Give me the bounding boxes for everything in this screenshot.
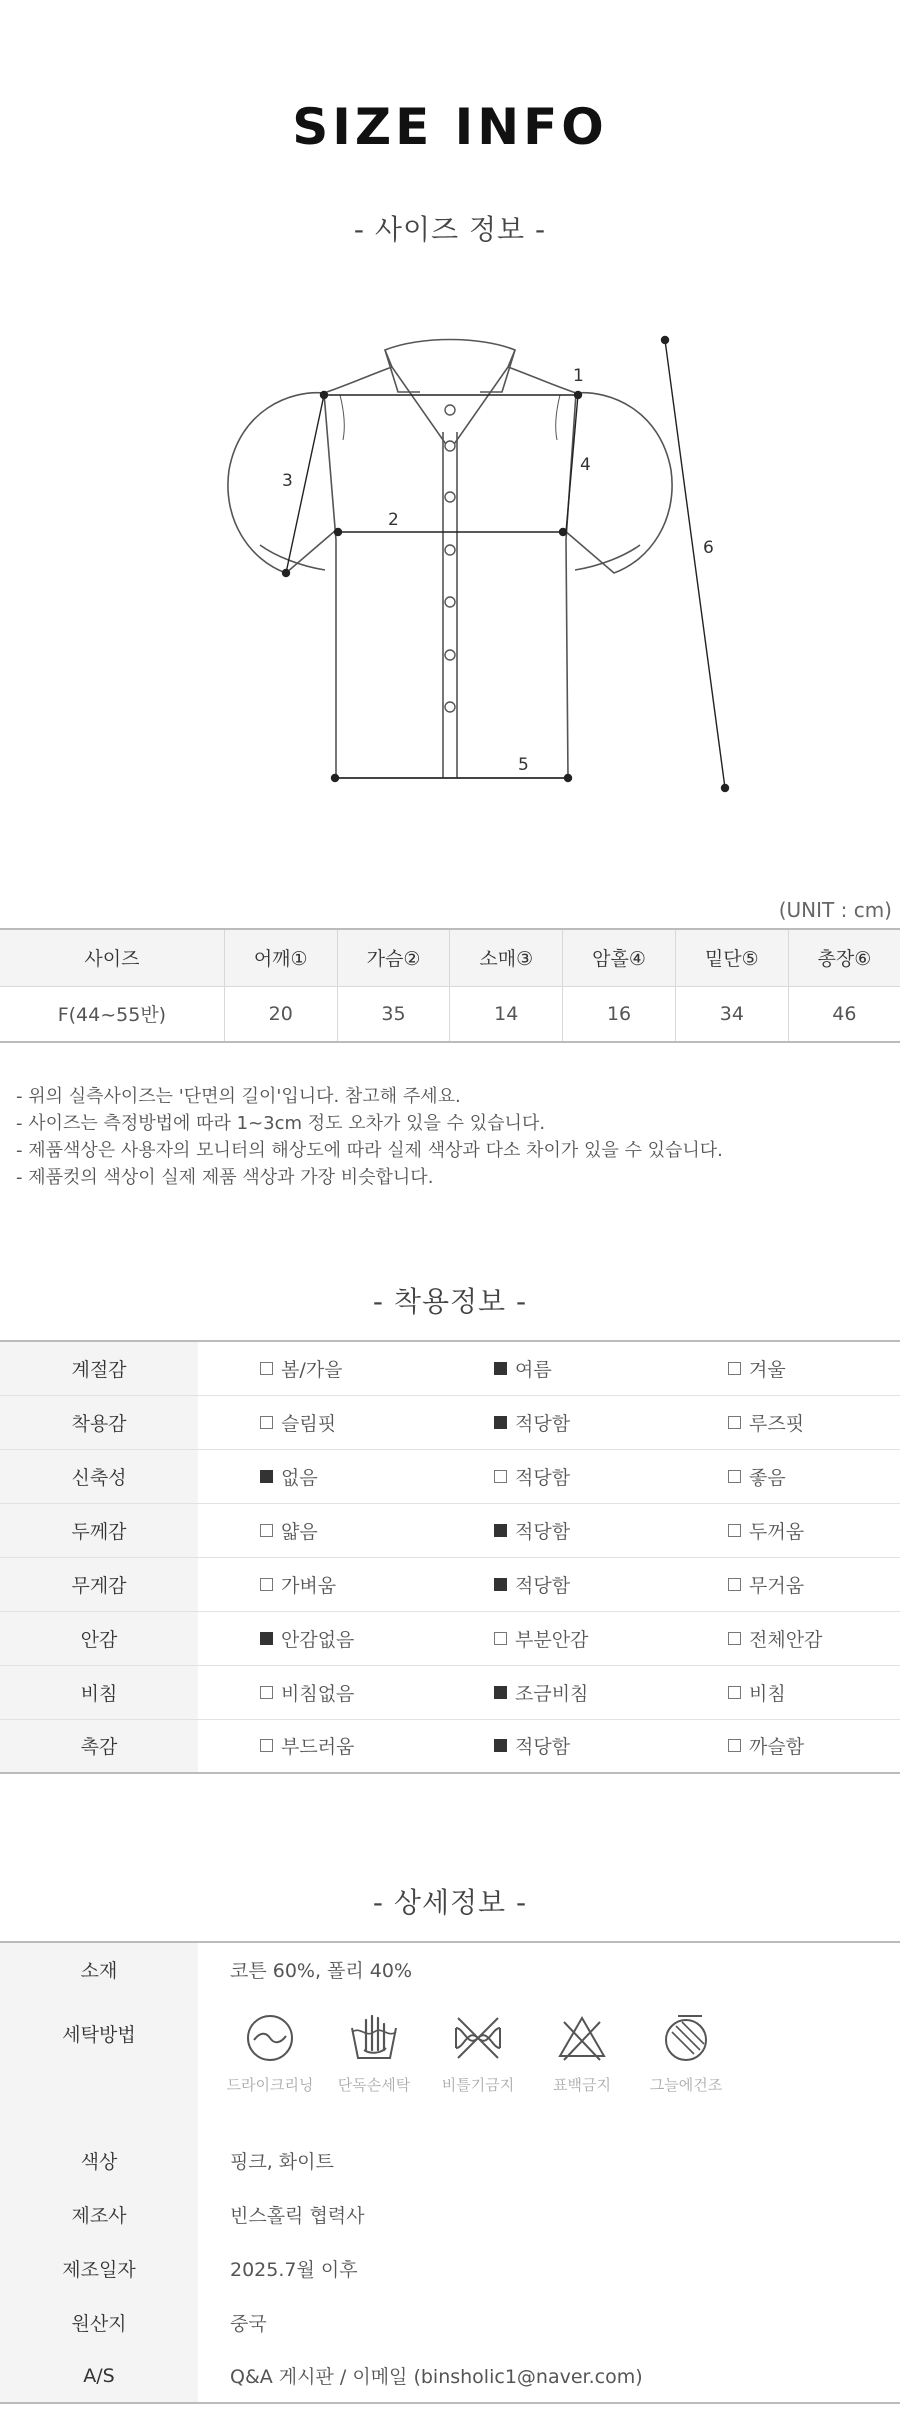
fit-row <box>0 1719 900 1773</box>
fit-option-label: 적당함 <box>515 1574 571 1597</box>
no-wring-icon <box>450 2010 506 2066</box>
detail-label: 제조사 <box>0 2187 198 2241</box>
fit-label: 계절감 <box>0 1341 198 1395</box>
diagram-label-3: 3 <box>282 471 293 491</box>
wash-item-hand-wash <box>322 2010 426 2095</box>
unchecked-box-icon <box>728 1578 741 1591</box>
detail-label: 색상 <box>0 2133 198 2187</box>
page-title: SIZE INFO <box>292 98 608 156</box>
fit-option <box>666 1341 900 1395</box>
checked-box-icon <box>494 1686 507 1699</box>
detail-info-table <box>0 1941 900 2404</box>
fit-option-label: 무거움 <box>749 1574 805 1597</box>
fit-option <box>198 1665 432 1719</box>
fit-option-label: 비침없음 <box>281 1682 355 1705</box>
fit-option <box>666 1395 900 1449</box>
detail-row-washing <box>0 1996 900 2133</box>
fit-option-label: 없음 <box>281 1466 318 1489</box>
wash-label: 드라이크리닝 <box>226 2076 314 2094</box>
unchecked-box-icon <box>260 1524 273 1537</box>
fit-option-label: 비침 <box>749 1682 786 1705</box>
fit-option <box>198 1719 432 1773</box>
fit-option-label: 적당함 <box>515 1520 571 1543</box>
fit-option-label: 여름 <box>515 1358 552 1381</box>
fit-option-label: 가벼움 <box>281 1574 337 1597</box>
fit-option <box>432 1719 666 1773</box>
size-notes <box>16 1083 723 1191</box>
fit-option <box>198 1557 432 1611</box>
fit-row <box>0 1341 900 1395</box>
fit-option <box>198 1611 432 1665</box>
fit-option <box>198 1449 432 1503</box>
fit-label: 무게감 <box>0 1557 198 1611</box>
detail-value: 2025.7월 이후 <box>230 2258 358 2281</box>
fit-option-label: 적당함 <box>515 1466 571 1489</box>
diagram-label-5: 5 <box>518 755 529 775</box>
fit-option-label: 적당함 <box>515 1736 571 1759</box>
fit-option <box>432 1611 666 1665</box>
fit-row <box>0 1665 900 1719</box>
fit-option-label: 부분안감 <box>515 1628 589 1651</box>
checked-box-icon <box>494 1362 507 1375</box>
fit-option <box>666 1503 900 1557</box>
fit-label: 신축성 <box>0 1449 198 1503</box>
checked-box-icon <box>494 1739 507 1752</box>
detail-row-material <box>0 1942 900 1996</box>
detail-label: 제조일자 <box>0 2241 198 2295</box>
fit-option-label: 겨울 <box>749 1358 786 1381</box>
column-header: 암홀④ <box>563 929 676 986</box>
fit-option <box>666 1719 900 1773</box>
column-header: 가슴② <box>337 929 450 986</box>
fit-option <box>432 1395 666 1449</box>
unchecked-box-icon <box>260 1739 273 1752</box>
dry-clean-icon <box>242 2010 298 2066</box>
column-header: 어깨① <box>224 929 337 986</box>
diagram-label-1: 1 <box>573 366 584 386</box>
fit-option-label: 슬림핏 <box>281 1412 337 1435</box>
size-table-header <box>0 929 900 986</box>
fit-info-table <box>0 1340 900 1774</box>
unit-label: (UNIT : cm) <box>778 898 892 922</box>
detail-row-date <box>0 2241 900 2295</box>
wash-item-shade-dry <box>634 2010 738 2095</box>
wash-label: 단독손세탁 <box>337 2076 411 2094</box>
fit-option <box>198 1503 432 1557</box>
note-line: - 사이즈는 측정방법에 따라 1~3cm 정도 오차가 있을 수 있습니다. <box>16 1113 546 1134</box>
table-cell: 35 <box>337 986 450 1042</box>
fit-option-label: 부드러움 <box>281 1736 355 1759</box>
detail-row-manufacturer <box>0 2187 900 2241</box>
fit-label: 비침 <box>0 1665 198 1719</box>
note-line: - 위의 실측사이즈는 '단면의 길이'입니다. 참고해 주세요. <box>16 1086 461 1107</box>
checked-box-icon <box>494 1578 507 1591</box>
unchecked-box-icon <box>728 1416 741 1429</box>
note-line: - 제품컷의 색상이 실제 제품 색상과 가장 비슷합니다. <box>16 1167 434 1188</box>
column-header: 사이즈 <box>0 929 224 986</box>
wash-item-dry-clean <box>218 2010 322 2095</box>
fit-option <box>432 1557 666 1611</box>
column-header: 총장⑥ <box>788 929 900 986</box>
fit-option <box>666 1665 900 1719</box>
unchecked-box-icon <box>494 1470 507 1483</box>
fit-label: 안감 <box>0 1611 198 1665</box>
detail-section-title: - 상세정보 - <box>372 1886 528 1919</box>
fit-option-label: 두꺼움 <box>749 1520 805 1543</box>
unchecked-box-icon <box>728 1686 741 1699</box>
size-section-title: - 사이즈 정보 - <box>353 213 547 246</box>
detail-row-color <box>0 2133 900 2187</box>
detail-value: Q&A 게시판 / 이메일 (binsholic1@naver.com) <box>230 2366 643 2388</box>
fit-option <box>432 1449 666 1503</box>
fit-option-label: 루즈핏 <box>749 1412 805 1435</box>
fit-option-label: 좋음 <box>749 1466 786 1489</box>
unchecked-box-icon <box>260 1362 273 1375</box>
table-cell: F(44~55반) <box>0 986 224 1042</box>
unchecked-box-icon <box>494 1632 507 1645</box>
detail-label: A/S <box>0 2349 198 2403</box>
size-table <box>0 928 900 1043</box>
fit-option-label: 적당함 <box>515 1412 571 1435</box>
wash-label: 표백금지 <box>553 2076 611 2094</box>
checked-box-icon <box>494 1416 507 1429</box>
fit-option <box>432 1503 666 1557</box>
fit-option-label: 조금비침 <box>515 1682 589 1705</box>
column-header: 소매③ <box>450 929 563 986</box>
checked-box-icon <box>494 1524 507 1537</box>
detail-row-origin <box>0 2295 900 2349</box>
detail-label: 소재 <box>0 1942 198 1996</box>
table-cell: 20 <box>224 986 337 1042</box>
diagram-label-2: 2 <box>388 510 399 530</box>
fit-option <box>666 1449 900 1503</box>
detail-value: 핑크, 화이트 <box>230 2150 334 2173</box>
unchecked-box-icon <box>728 1470 741 1483</box>
column-header: 밑단⑤ <box>675 929 788 986</box>
table-cell: 34 <box>675 986 788 1042</box>
fit-option <box>432 1665 666 1719</box>
fit-option-label: 안감없음 <box>281 1628 355 1651</box>
table-cell: 14 <box>450 986 563 1042</box>
checked-box-icon <box>260 1632 273 1645</box>
fit-option <box>666 1611 900 1665</box>
table-cell: 46 <box>788 986 900 1042</box>
table-row <box>0 986 900 1042</box>
fit-option-label: 봄/가을 <box>281 1358 343 1381</box>
fit-section-title: - 착용정보 - <box>372 1285 528 1318</box>
unchecked-box-icon <box>728 1362 741 1375</box>
unchecked-box-icon <box>728 1632 741 1645</box>
fit-option <box>432 1341 666 1395</box>
unchecked-box-icon <box>260 1686 273 1699</box>
fit-option-label: 전체안감 <box>749 1628 823 1651</box>
hand-wash-icon <box>346 2010 402 2066</box>
fit-row <box>0 1449 900 1503</box>
fit-option <box>198 1341 432 1395</box>
garment-diagram <box>200 320 760 810</box>
fit-option <box>198 1395 432 1449</box>
fit-row <box>0 1503 900 1557</box>
detail-value: 빈스홀릭 협력사 <box>230 2204 365 2227</box>
detail-value: 중국 <box>230 2312 267 2335</box>
wash-label: 비틀기금지 <box>441 2076 515 2094</box>
fit-label: 착용감 <box>0 1395 198 1449</box>
diagram-label-4: 4 <box>580 455 591 475</box>
diagram-label-6: 6 <box>703 538 714 558</box>
unchecked-box-icon <box>260 1416 273 1429</box>
shade-dry-icon <box>658 2010 714 2066</box>
checked-box-icon <box>260 1470 273 1483</box>
unchecked-box-icon <box>728 1739 741 1752</box>
fit-option-label: 얇음 <box>281 1520 318 1543</box>
detail-value: 코튼 60%, 폴리 40% <box>230 1960 413 1982</box>
detail-label: 세탁방법 <box>0 1996 198 2133</box>
fit-option <box>666 1557 900 1611</box>
fit-row <box>0 1557 900 1611</box>
fit-row <box>0 1395 900 1449</box>
note-line: - 제품색상은 사용자의 모니터의 해상도에 따라 실제 색상과 다소 차이가 있을 수 있습니다. <box>16 1140 723 1161</box>
wash-label: 그늘에건조 <box>649 2076 723 2094</box>
detail-label: 원산지 <box>0 2295 198 2349</box>
no-bleach-icon <box>554 2010 610 2066</box>
fit-option-label: 까슬함 <box>749 1736 805 1759</box>
table-cell: 16 <box>563 986 676 1042</box>
detail-row-as <box>0 2349 900 2403</box>
fit-row <box>0 1611 900 1665</box>
fit-label: 두께감 <box>0 1503 198 1557</box>
unchecked-box-icon <box>728 1524 741 1537</box>
fit-label: 촉감 <box>0 1719 198 1773</box>
wash-item-no-bleach <box>530 2010 634 2095</box>
unchecked-box-icon <box>260 1578 273 1591</box>
wash-item-no-wring <box>426 2010 530 2095</box>
wash-icons <box>198 1996 900 2095</box>
